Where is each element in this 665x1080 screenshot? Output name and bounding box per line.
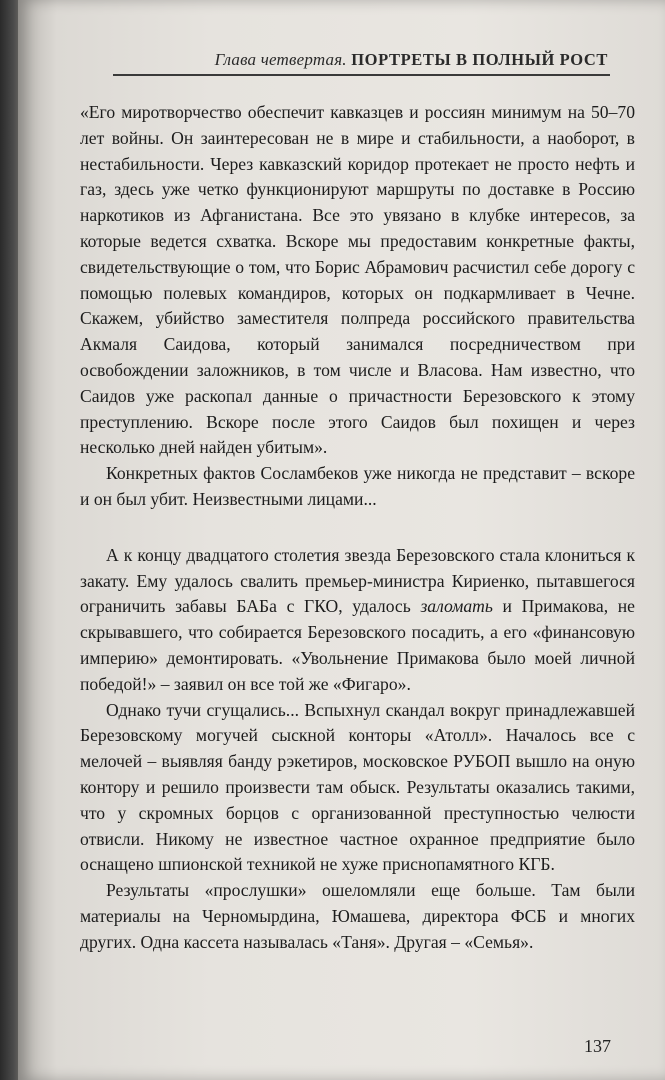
paragraph-wiretap: Результаты «прослушки» ошеломляли еще больше. Там были материалы на Черномырдина, Юмашева, директора ФСБ и многих других. Одна кассета называлась «Таня». Другая – «Семья». bbox=[80, 880, 635, 952]
header-rule bbox=[113, 74, 610, 76]
running-header bbox=[128, 50, 608, 70]
body-text bbox=[80, 100, 635, 956]
chapter-label: Глава четвертая. bbox=[214, 50, 347, 69]
paragraph-atoll: Однако тучи сгущались... Вспыхнул скандал вокруг принадлежавшей Березовскому могучей сыскной конторы «Атолл». Началось все с мелочей – выявляя банду рэкетиров, московское РУБОП вышло на оную контору и решило произвести там обыск. Результаты оказались такими, что у скромных борцов с организованной преступностью челюсти отвисли. Никому не известное частное охранное предприятие было оснащено шпионской техникой не хуже приснопамятного КГБ. bbox=[80, 699, 635, 875]
emphasis-word: заломать bbox=[420, 596, 493, 617]
paragraph-soslambekov: Конкретных фактов Сосламбеков уже никогда не представит – вскоре и он был убит. Неизвестными лицами... bbox=[80, 463, 635, 509]
paragraph-quote: «Его миротворчество обеспечит кавказцев и россиян минимум на 50–70 лет войны. Он заинтересован не в мире и стабильности, а наоборот, в нестабильности. Через кавказский коридор протекает не просто нефть и газ, здесь уже четко функционируют маршруты по доставке в Россию наркотиков из Афганистана. Все это увязано в клубке интересов, за которые ведется схватка. Вскоре мы предоставим конкретные факты, свидетельствующие о том, что Борис Абрамович расчистил себе дорогу с помощью полевых командиров, которых он подкармливает в Чечне. Скажем, убийство заместителя полпреда российского правительства Акмаля Саидова, который занимался посредничеством при освобождении заложников, в том числе и Власова. Нам известно, что Саидов уже раскопал данные о причастности Березовского к этому преступлению. Вскоре после этого Саидов был похищен и через несколько дней найден убитым». bbox=[80, 102, 635, 458]
paragraph-part: и Примакова, не скрывавшего, что собирается Березовского посадить, а его «финансовую империю» демонтировать. «Увольнение Примакова было моей личной победой!» – заявил он все той же «Фигаро». bbox=[80, 596, 635, 694]
chapter-title: ПОРТРЕТЫ В ПОЛНЫЙ РОСТ bbox=[351, 50, 608, 69]
paragraph-berezovsky-decline bbox=[80, 543, 635, 698]
book-page bbox=[18, 0, 665, 1080]
page-number: 137 bbox=[584, 1036, 611, 1056]
paragraph-part: А к концу двадцатого столетия звезда Березовского стала клониться к закату. Ему удалось свалить премьер-министра Кириенко, пытавшегося ограничить забавы БАБа с ГКО, удалось bbox=[80, 544, 635, 617]
